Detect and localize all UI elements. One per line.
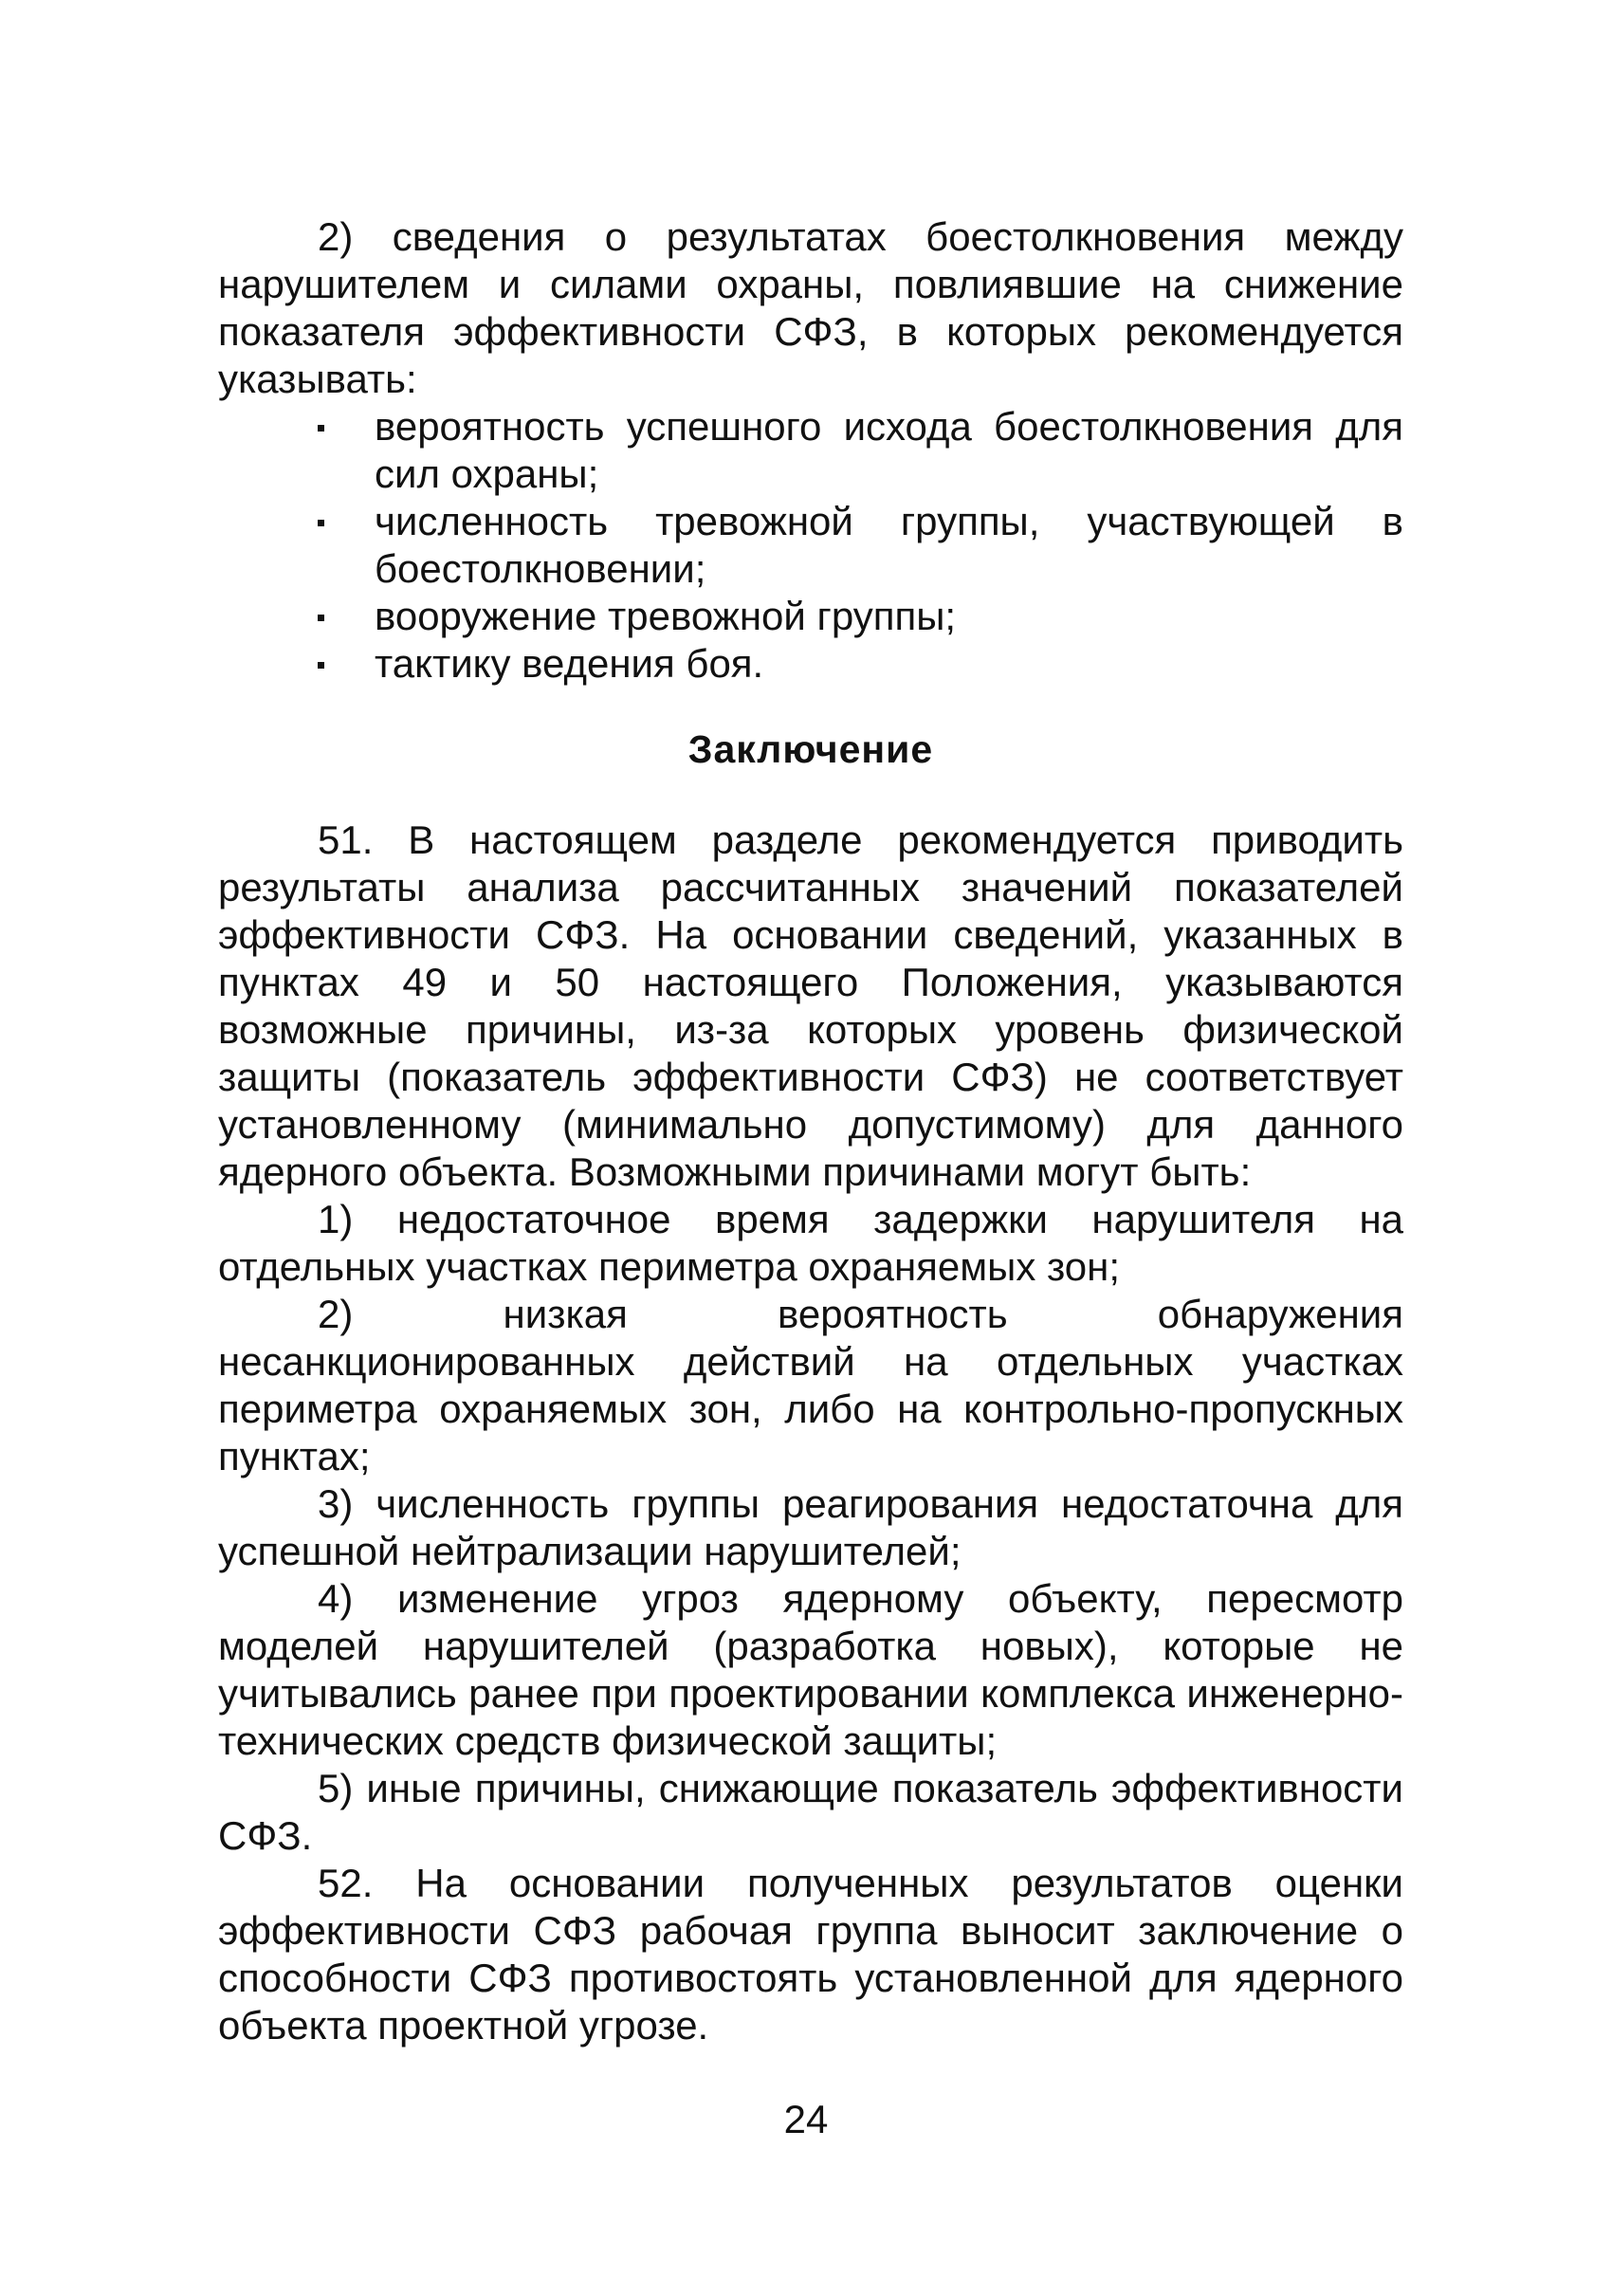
- bullet-text: вооружение тревожной группы;: [375, 594, 957, 638]
- bullet-square-icon: [318, 520, 324, 526]
- bullet-item: [318, 403, 1403, 498]
- section-heading: Заключение: [687, 727, 934, 771]
- bullet-square-icon: [318, 425, 324, 432]
- bullet-text: тактику ведения боя.: [375, 641, 764, 686]
- paragraph-52: 52. На основании полученных результатов оценки эффективности СФЗ рабочая группа выносит заключение о способности СФЗ противостоять установленной для ядерного объекта проектной угрозе.: [218, 1861, 1403, 2048]
- bullet-text: вероятность успешного исхода боестолкновения для сил охраны;: [375, 404, 1403, 496]
- paragraph-51: 51. В настоящем разделе рекомендуется приводить результаты анализа рассчитанных значений показателей эффективности СФЗ. На основании сведений, указанных в пунктах 49 и 50 настоящего Положения, указываются возможные причины, из-за которых уровень физической защиты (показатель эффективности СФЗ) не соответствует установленному (минимально допустимому) для данного ядерного объекта. Возможными причинами могут быть:: [218, 817, 1403, 1194]
- bullet-list: [218, 403, 1403, 688]
- bullet-item: [318, 640, 1403, 688]
- reason-item: 2) низкая вероятность обнаружения несанкционированных действий на отдельных участках периметра охраняемых зон, либо на контрольно-пропускных пунктах;: [218, 1292, 1403, 1479]
- bullet-square-icon: [318, 615, 324, 621]
- bullet-item: [318, 593, 1403, 640]
- page-number: 24: [783, 2097, 829, 2141]
- bullet-item: [318, 498, 1403, 593]
- intro-item: 2) сведения о результатах боестолкновения между нарушителем и силами охраны, повлиявшие на снижение показателя эффективности СФЗ, в которых рекомендуется указывать:: [218, 214, 1403, 401]
- reason-item: 1) недостаточное время задержки нарушителя на отдельных участках периметра охраняемых зон;: [218, 1197, 1403, 1289]
- page-content: [218, 213, 1403, 2049]
- bullet-square-icon: [318, 662, 324, 669]
- reason-item: 3) численность группы реагирования недостаточна для успешной нейтрализации нарушителей;: [218, 1481, 1403, 1573]
- bullet-text: численность тревожной группы, участвующей в боестолкновении;: [375, 499, 1403, 591]
- reason-item: 4) изменение угроз ядерному объекту, пересмотр моделей нарушителей (разработка новых), которые не учитывались ранее при проектировании комплекса инженерно-технических средств физической защиты;: [218, 1576, 1403, 1763]
- reason-item: 5) иные причины, снижающие показатель эффективности СФЗ.: [218, 1766, 1403, 1858]
